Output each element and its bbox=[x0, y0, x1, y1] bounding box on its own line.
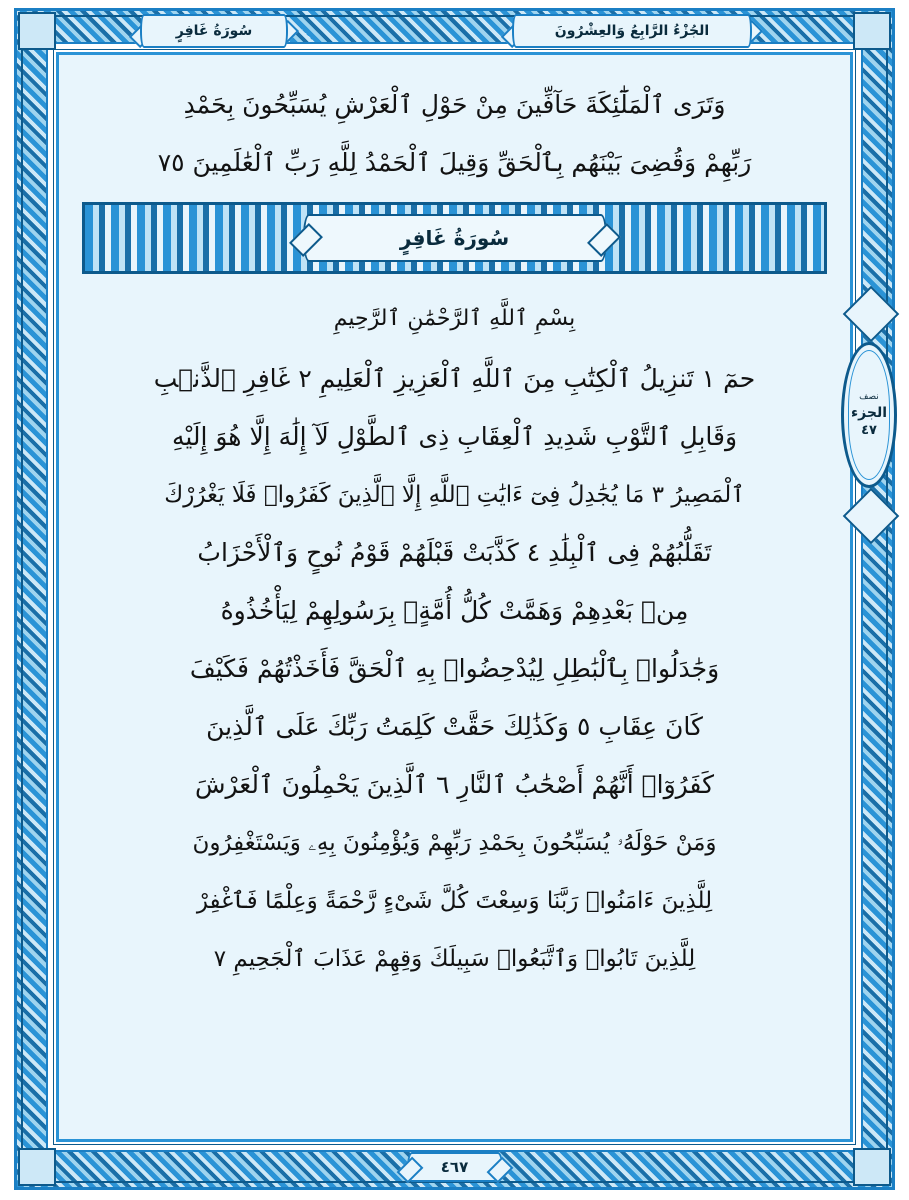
juz-cartouche bbox=[512, 14, 752, 48]
sura-title-band bbox=[82, 202, 827, 274]
aya-line: كَانَ عِقَابِ ٥ وَكَذَٰلِكَ حَقَّتْ كَلِمَتُ رَبِّكَ عَلَى ٱلَّذِينَ bbox=[206, 712, 703, 741]
aya-line: وَتَرَى ٱلْمَلَٰٓئِكَةَ حَآفِّينَ مِنْ حَوْلِ ٱلْعَرْشِ يُسَبِّحُونَ بِحَمْدِ bbox=[183, 90, 726, 119]
quran-text-column bbox=[72, 68, 837, 1124]
page-header bbox=[0, 14, 909, 52]
aya-line: كَفَرُوٓا۟ أَنَّهُمْ أَصْحَٰبُ ٱلنَّارِ ٦ ٱلَّذِينَ يَحْمِلُونَ ٱلْعَرْشَ bbox=[195, 770, 714, 799]
aya-line: ٱلْمَصِيرُ ٣ مَا يُجَٰدِلُ فِىٓ ءَايَٰتِ ٱللَّهِ إِلَّا ٱلَّذِينَ كَفَرُوا۟ فَلَا يَغْرُرْكَ bbox=[164, 482, 745, 508]
page-number-cartouche bbox=[407, 1152, 503, 1182]
corner-ornament-bottom-left bbox=[18, 1148, 56, 1186]
medallion-diamond-top-icon bbox=[843, 286, 900, 343]
medallion-number: ٤٧ bbox=[861, 422, 877, 438]
page-number: ٤٦٧ bbox=[440, 1158, 469, 1176]
aya-line: وَمَنْ حَوْلَهُۥ يُسَبِّحُونَ بِحَمْدِ رَبِّهِمْ وَيُؤْمِنُونَ بِهِۦ وَيَسْتَغْفِرُونَ bbox=[192, 830, 717, 856]
aya-line: وَجَٰدَلُوا۟ بِٱلْبَٰطِلِ لِيُدْحِضُوا۟ بِهِ ٱلْحَقَّ فَأَخَذْتُهُمْ فَكَيْفَ bbox=[189, 654, 720, 683]
sura-title-text: سُورَةُ غَافِرٍ bbox=[394, 226, 515, 250]
medallion-label: الجزء bbox=[850, 405, 887, 422]
medallion-oval bbox=[841, 342, 897, 488]
aya-line: لِلَّذِينَ ءَامَنُوا۟ رَبَّنَا وَسِعْتَ كُلَّ شَىْءٍ رَّحْمَةً وَعِلْمًا فَٱغْفِرْ bbox=[196, 888, 713, 914]
sura-title-cartouche bbox=[303, 214, 607, 262]
sura-header-label: سُورَةُ غَافِرٍ bbox=[175, 23, 253, 39]
aya-line: وَقَابِلِ ٱلتَّوْبِ شَدِيدِ ٱلْعِقَابِ ذِى ٱلطَّوْلِ لَآ إِلَٰهَ إِلَّا هُوَ إِلَيْهِ bbox=[171, 422, 738, 451]
corner-ornament-bottom-right bbox=[853, 1148, 891, 1186]
sura-cartouche bbox=[140, 14, 288, 48]
basmala-line: بِسْمِ ٱللَّهِ ٱلرَّحْمَٰنِ ٱلرَّحِيمِ bbox=[333, 306, 576, 331]
juz-label: الجُزْءُ الرَّابِعُ وَالعِشْرُونَ bbox=[554, 23, 710, 39]
aya-line: مِنۢ بَعْدِهِمْ وَهَمَّتْ كُلُّ أُمَّةٍۭ بِرَسُولِهِمْ لِيَأْخُذُوهُ bbox=[220, 596, 689, 625]
medallion-top-small-label: نصف bbox=[859, 392, 879, 403]
juz-medallion bbox=[839, 290, 899, 540]
aya-line: رَبِّهِمْ وَقُضِىَ بَيْنَهُم بِٱلْحَقِّ وَقِيلَ ٱلْحَمْدُ لِلَّهِ رَبِّ ٱلْعَٰلَمِينَ ٧٥ bbox=[157, 148, 752, 177]
aya-line: تَقَلُّبُهُمْ فِى ٱلْبِلَٰدِ ٤ كَذَّبَتْ قَبْلَهُمْ قَوْمُ نُوحٍ وَٱلْأَحْزَابُ bbox=[197, 538, 712, 567]
aya-line: حمٓ ١ تَنزِيلُ ٱلْكِتَٰبِ مِنَ ٱللَّهِ ٱلْعَزِيزِ ٱلْعَلِيمِ ٢ غَافِرِ ٱلذَّنۢبِ bbox=[153, 364, 756, 393]
aya-line: لِلَّذِينَ تَابُوا۟ وَٱتَّبَعُوا۟ سَبِيلَكَ وَقِهِمْ عَذَابَ ٱلْجَحِيمِ ٧ bbox=[213, 946, 696, 972]
medallion-diamond-bottom-icon bbox=[843, 488, 900, 545]
